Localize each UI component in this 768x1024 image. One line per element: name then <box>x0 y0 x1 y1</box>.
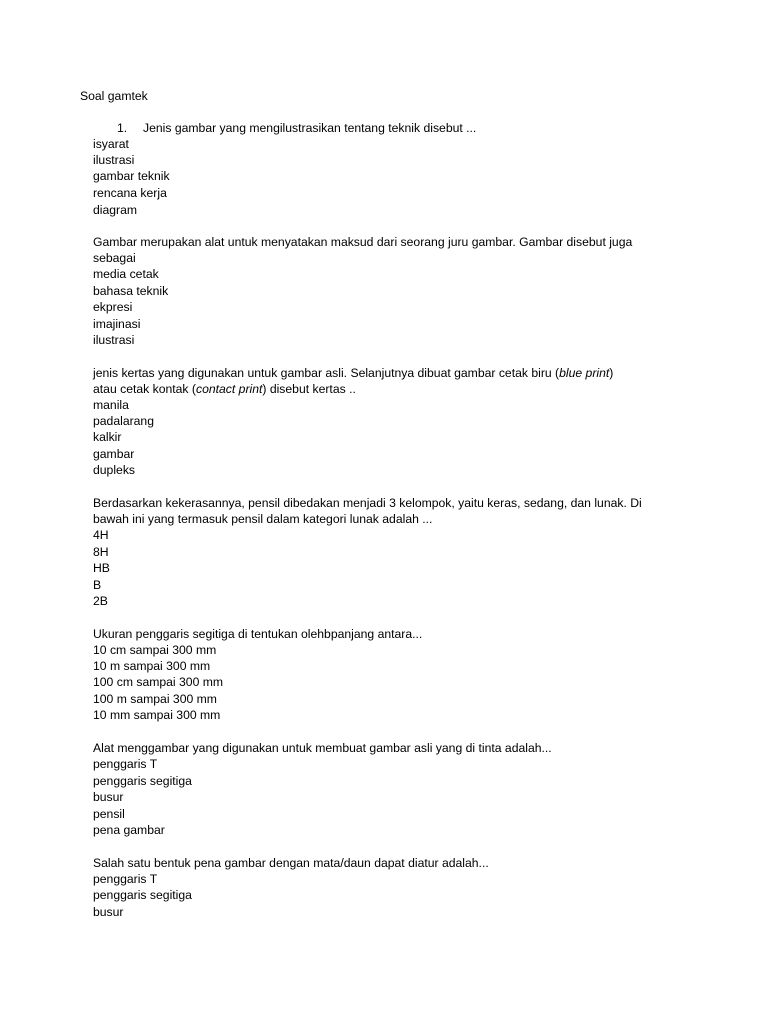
option: isyarat <box>93 137 129 151</box>
question-3-stem-line-1 <box>93 365 613 381</box>
option: 100 m sampai 300 mm <box>93 692 217 706</box>
option: pensil <box>93 807 125 821</box>
option: 8H <box>93 545 109 559</box>
option: media cetak <box>93 267 159 281</box>
option: pena gambar <box>93 823 165 837</box>
stem-text: atau cetak kontak ( <box>93 382 196 396</box>
option: busur <box>93 905 124 919</box>
option: dupleks <box>93 463 136 477</box>
question-2-stem-line-1: Gambar merupakan alat untuk menyatakan maksud dari seorang juru gambar. Gambar disebut juga <box>93 235 633 249</box>
question-number: 1. <box>117 121 128 135</box>
question-6-stem: Alat menggambar yang digunakan untuk membuat gambar asli yang di tinta adalah... <box>93 741 552 755</box>
option: rencana kerja <box>93 186 167 200</box>
option: penggaris segitiga <box>93 774 192 788</box>
stem-text: ) <box>609 366 614 380</box>
option: 10 cm sampai 300 mm <box>93 643 217 657</box>
option: manila <box>93 398 129 412</box>
option: HB <box>93 561 110 575</box>
option: gambar <box>93 447 135 461</box>
stem-italic-text: blue print <box>559 366 610 380</box>
option: imajinasi <box>93 317 141 331</box>
stem-text: ) disebut kertas .. <box>262 382 356 396</box>
question-1-stem <box>117 120 476 136</box>
option: ilustrasi <box>93 153 135 167</box>
question-4-stem-line-1: Berdasarkan kekerasannya, pensil dibedakan menjadi 3 kelompok, yaitu keras, sedang, dan lunak. Di <box>93 496 642 510</box>
stem-italic-text: contact print <box>195 382 263 396</box>
question-2-stem-line-2: sebagai <box>93 251 136 265</box>
document-title: Soal gamtek <box>80 89 148 103</box>
option: 4H <box>93 528 109 542</box>
question-7-stem: Salah satu bentuk pena gambar dengan mata/daun dapat diatur adalah... <box>93 856 489 870</box>
question-3-stem-line-2 <box>93 381 356 397</box>
option: 10 m sampai 300 mm <box>93 659 211 673</box>
option: diagram <box>93 203 138 217</box>
option: gambar teknik <box>93 169 170 183</box>
question-4-stem-line-2: bawah ini yang termasuk pensil dalam kategori lunak adalah ... <box>93 512 433 526</box>
option: penggaris T <box>93 872 158 886</box>
option: ilustrasi <box>93 333 135 347</box>
option: 10 mm sampai 300 mm <box>93 708 221 722</box>
option: penggaris segitiga <box>93 888 192 902</box>
question-text: Jenis gambar yang mengilustrasikan tentang teknik disebut ... <box>143 121 477 135</box>
question-5-stem: Ukuran penggaris segitiga di tentukan olehbpanjang antara... <box>93 627 423 641</box>
option: B <box>93 578 102 592</box>
option: penggaris T <box>93 757 158 771</box>
option: ekpresi <box>93 300 133 314</box>
option: padalarang <box>93 414 154 428</box>
stem-text: jenis kertas yang digunakan untuk gambar asli. Selanjutnya dibuat gambar cetak biru ( <box>93 366 560 380</box>
option: 2B <box>93 594 108 608</box>
option: kalkir <box>93 430 122 444</box>
option: 100 cm sampai 300 mm <box>93 675 224 689</box>
option: busur <box>93 790 124 804</box>
option: bahasa teknik <box>93 284 169 298</box>
